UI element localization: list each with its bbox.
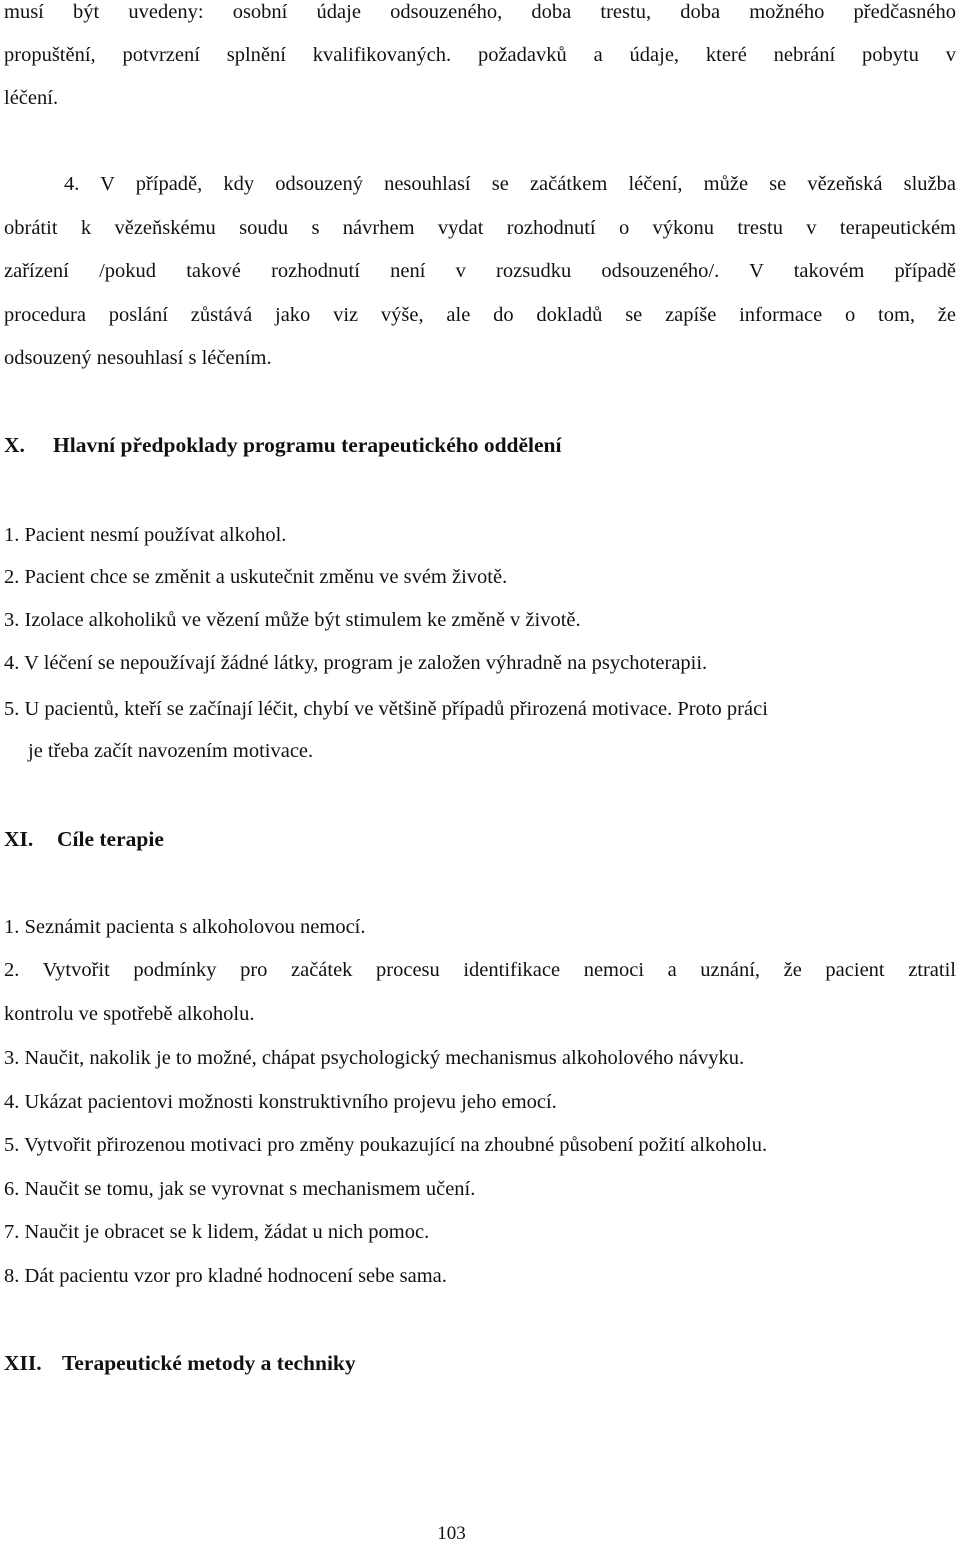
list-item-continuation: je třeba začít navozením motivace. xyxy=(28,740,314,762)
list-item: 7. Naučit je obracet se k lidem, žádat u nich pomoc. xyxy=(4,1221,430,1243)
paragraph-line: procedura poslání zůstává jako viz výše, ale do dokladů se zapíše informace o tom, že xyxy=(4,304,956,326)
paragraph-line: zařízení /pokud takové rozhodnutí není v rozsudku odsouzeného/. V takovém případě xyxy=(4,260,956,282)
section-number: X. xyxy=(4,433,25,457)
list-item: 5. U pacientů, kteří se začínají léčit, chybí ve většině případů přirozená motivace. Proto práci xyxy=(4,698,768,720)
paragraph-line: musí být uvedeny: osobní údaje odsouzeného, doba trestu, doba možného předčasného xyxy=(4,1,956,23)
paragraph-line: léčení. xyxy=(4,87,59,109)
section-number: XI. xyxy=(4,827,34,851)
list-item: 3. Naučit, nakolik je to možné, chápat psychologický mechanismus alkoholového návyku. xyxy=(4,1047,745,1069)
list-item: 4. V léčení se nepoužívají žádné látky, program je založen výhradně na psychoterapii. xyxy=(4,652,708,674)
page-number: 103 xyxy=(437,1523,466,1544)
list-item: 5. Vytvořit přirozenou motivaci pro změny poukazující na zhoubné působení požití alkoholu. xyxy=(4,1134,768,1156)
list-item: 2. Pacient chce se změnit a uskutečnit změnu ve svém životě. xyxy=(4,566,508,588)
section-heading-xii xyxy=(4,1353,356,1375)
paragraph-line: odsouzený nesouhlasí s léčením. xyxy=(4,347,272,369)
section-number: XII. xyxy=(4,1351,42,1375)
list-item: 8. Dát pacientu vzor pro kladné hodnocení sebe sama. xyxy=(4,1265,447,1287)
section-heading-xi xyxy=(4,829,164,851)
list-item-continuation: kontrolu ve spotřebě alkoholu. xyxy=(4,1003,255,1025)
list-item: 1. Pacient nesmí používat alkohol. xyxy=(4,524,287,546)
list-item: 1. Seznámit pacienta s alkoholovou nemocí. xyxy=(4,916,366,938)
list-item: 6. Naučit se tomu, jak se vyrovnat s mechanismem učení. xyxy=(4,1178,476,1200)
paragraph-line: propuštění, potvrzení splnění kvalifikovaných. požadavků a údaje, které nebrání pobytu v xyxy=(4,44,956,66)
paragraph-line: obrátit k vězeňskému soudu s návrhem vydat rozhodnutí o výkonu trestu v terapeutickém xyxy=(4,217,956,239)
paragraph-line: 4. V případě, kdy odsouzený nesouhlasí se začátkem léčení, může se vězeňská služba xyxy=(64,173,956,195)
section-title: Hlavní předpoklady programu terapeutického oddělení xyxy=(53,433,562,457)
section-title: Terapeutické metody a techniky xyxy=(62,1351,356,1375)
list-item: 3. Izolace alkoholiků ve vězení může být stimulem ke změně v životě. xyxy=(4,609,581,631)
section-heading-x xyxy=(4,435,561,457)
section-title: Cíle terapie xyxy=(57,827,164,851)
list-item: 2. Vytvořit podmínky pro začátek procesu identifikace nemoci a uznání, že pacient ztratil xyxy=(4,959,956,981)
list-item: 4. Ukázat pacientovi možnosti konstruktivního projevu jeho emocí. xyxy=(4,1091,557,1113)
